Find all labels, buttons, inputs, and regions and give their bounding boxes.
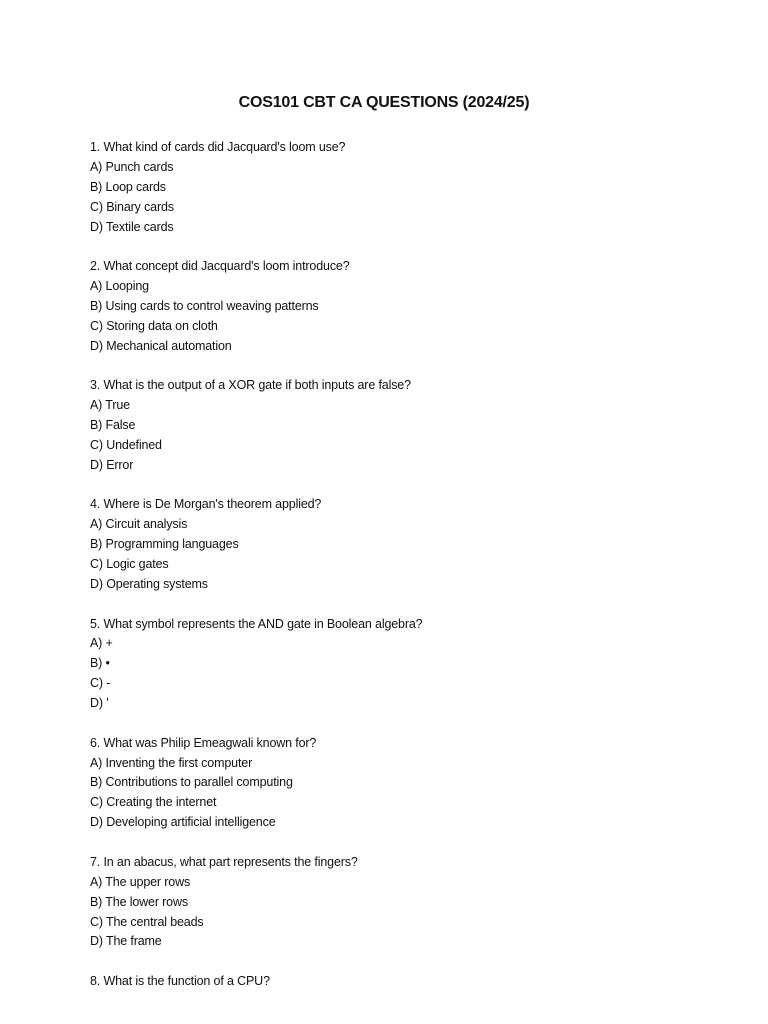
answer-option: A) Looping xyxy=(90,279,149,294)
answer-option: C) The central beads xyxy=(90,914,204,929)
answer-option: D) Textile cards xyxy=(90,219,174,234)
answer-option: D) Mechanical automation xyxy=(90,338,232,353)
answer-option: C) Logic gates xyxy=(90,557,169,572)
answer-option: C) Storing data on cloth xyxy=(90,318,218,333)
answer-option: B) Loop cards xyxy=(90,179,166,194)
question-6 xyxy=(90,734,730,833)
question-list xyxy=(90,138,730,1012)
answer-option: A) True xyxy=(90,398,130,413)
question-8 xyxy=(90,972,730,992)
answer-option: B) False xyxy=(90,418,136,433)
question-text: 5. What symbol represents the AND gate in Boolean algebra? xyxy=(90,616,423,631)
answer-option: C) - xyxy=(90,676,111,691)
question-3 xyxy=(90,376,730,475)
question-text: 4. Where is De Morgan's theorem applied? xyxy=(90,497,322,512)
question-text: 8. What is the function of a CPU? xyxy=(90,973,270,988)
question-1 xyxy=(90,138,730,237)
answer-option: B) Using cards to control weaving patterns xyxy=(90,298,319,313)
answer-option: D) ' xyxy=(90,696,109,711)
document-title: COS101 CBT CA QUESTIONS (2024/25) xyxy=(238,94,530,111)
answer-option: D) Developing artificial intelligence xyxy=(90,815,276,830)
answer-option: C) Undefined xyxy=(90,437,162,452)
question-text: 6. What was Philip Emeagwali known for? xyxy=(90,735,317,750)
answer-option: A) The upper rows xyxy=(90,874,191,889)
answer-option: A) Punch cards xyxy=(90,159,174,174)
answer-option: B) The lower rows xyxy=(90,894,188,909)
question-4 xyxy=(90,495,730,594)
question-5 xyxy=(90,615,730,714)
answer-option: D) The frame xyxy=(90,934,162,949)
answer-option: A) + xyxy=(90,636,113,651)
answer-option: C) Creating the internet xyxy=(90,795,217,810)
answer-option: B) • xyxy=(90,656,110,671)
answer-option: B) Contributions to parallel computing xyxy=(90,775,293,790)
answer-option: B) Programming languages xyxy=(90,537,239,552)
answer-option: D) Operating systems xyxy=(90,576,208,591)
question-2 xyxy=(90,257,730,356)
answer-option: A) Circuit analysis xyxy=(90,517,188,532)
question-text: 3. What is the output of a XOR gate if both inputs are false? xyxy=(90,378,411,393)
answer-option: D) Error xyxy=(90,457,134,472)
answer-option: C) Binary cards xyxy=(90,199,174,214)
question-text: 2. What concept did Jacquard's loom introduce? xyxy=(90,259,350,274)
question-7 xyxy=(90,853,730,952)
question-text: 7. In an abacus, what part represents the fingers? xyxy=(90,854,358,869)
answer-option: A) Inventing the first computer xyxy=(90,755,253,770)
question-text: 1. What kind of cards did Jacquard's loom use? xyxy=(90,140,346,154)
